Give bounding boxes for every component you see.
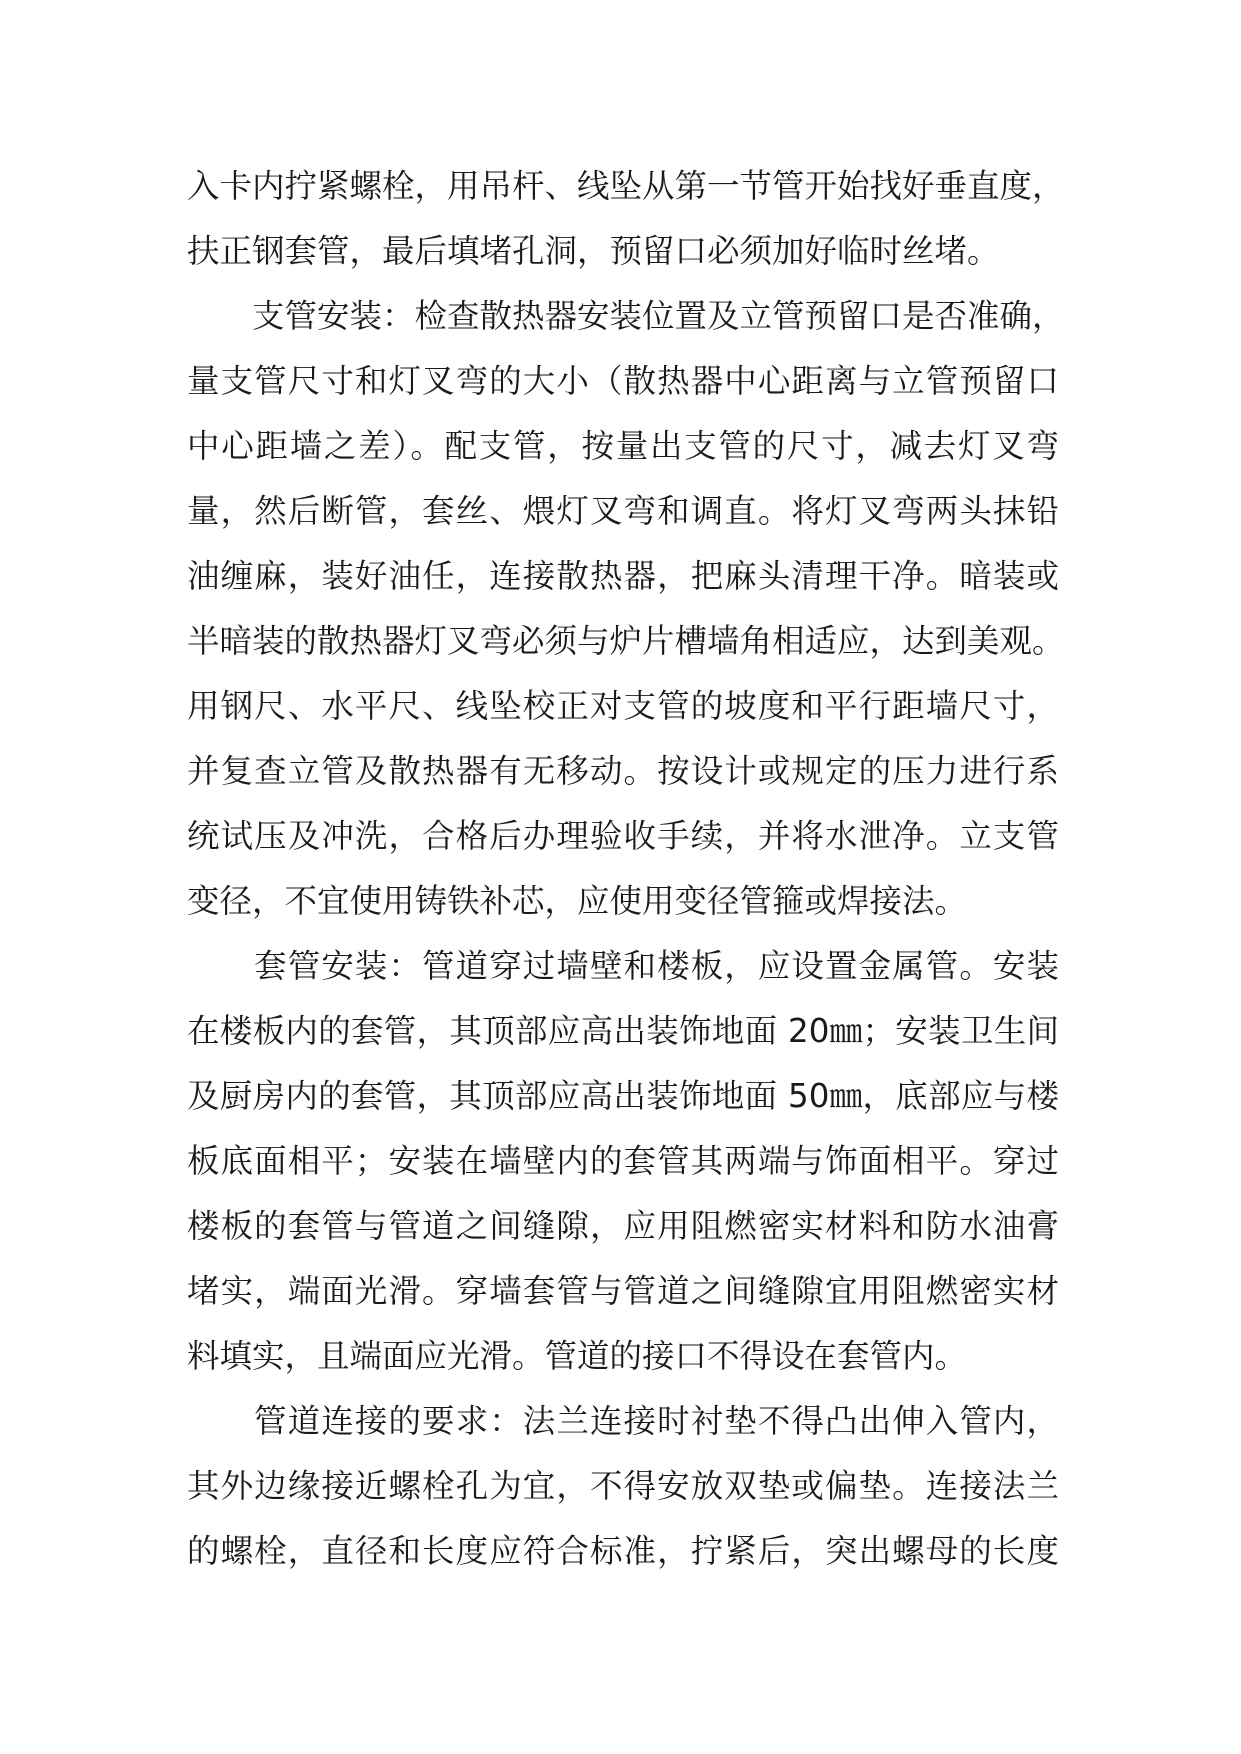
text-line: 管道连接的要求：法兰连接时衬垫不得凸出伸入管内， — [187, 1402, 1059, 1440]
text-line: 在楼板内的套管，其顶部应高出装饰地面 20㎜；安装卫生间 — [187, 1012, 1059, 1050]
text-line: 量，然后断管，套丝、煨灯叉弯和调直。将灯叉弯两头抹铅 — [187, 492, 1059, 530]
text-line: 料填实，且端面应光滑。管道的接口不得设在套管内。 — [187, 1337, 968, 1375]
paragraph-sleeve-installation — [187, 934, 1059, 1389]
text-line: 的螺栓，直径和长度应符合标准，拧紧后，突出螺母的长度 — [187, 1532, 1059, 1570]
text-line: 变径，不宜使用铸铁补芯，应使用变径管箍或焊接法。 — [187, 882, 968, 920]
text-line: 中心距墙之差）。配支管，按量出支管的尺寸，减去灯叉弯 — [187, 427, 1059, 465]
paragraph-branch-pipe-installation — [187, 284, 1065, 934]
text-line: 统试压及冲洗，合格后办理验收手续，并将水泄净。立支管 — [187, 817, 1059, 855]
text-line: 堵实，端面光滑。穿墙套管与管道之间缝隙宜用阻燃密实材 — [187, 1272, 1059, 1310]
paragraph-casing-fixing — [187, 154, 1065, 284]
text-line: 半暗装的散热器灯叉弯必须与炉片槽墙角相适应，达到美观。 — [187, 622, 1065, 660]
text-line: 并复查立管及散热器有无移动。按设计或规定的压力进行系 — [187, 752, 1059, 790]
text-line: 板底面相平；安装在墙壁内的套管其两端与饰面相平。穿过 — [187, 1142, 1059, 1180]
text-line: 量支管尺寸和灯叉弯的大小（散热器中心距离与立管预留口 — [187, 362, 1059, 400]
text-line: 扶正钢套管，最后填堵孔洞，预留口必须加好临时丝堵。 — [187, 232, 1000, 270]
text-line: 用钢尺、水平尺、线坠校正对支管的坡度和平行距墙尺寸， — [187, 687, 1059, 725]
text-line: 楼板的套管与管道之间缝隙，应用阻燃密实材料和防水油膏 — [187, 1207, 1059, 1245]
text-line: 其外边缘接近螺栓孔为宜，不得安放双垫或偏垫。连接法兰 — [187, 1467, 1059, 1505]
body-text — [187, 154, 1065, 1584]
text-line: 及厨房内的套管，其顶部应高出装饰地面 50㎜，底部应与楼 — [187, 1077, 1059, 1115]
text-line: 油缠麻，装好油任，连接散热器，把麻头清理干净。暗装或 — [187, 557, 1059, 595]
paragraph-pipe-connection-requirements — [187, 1389, 1059, 1584]
text-line: 支管安装：检查散热器安装位置及立管预留口是否准确， — [187, 297, 1065, 335]
text-line: 套管安装：管道穿过墙壁和楼板，应设置金属管。安装 — [187, 947, 1059, 985]
text-line: 入卡内拧紧螺栓，用吊杆、线坠从第一节管开始找好垂直度， — [187, 167, 1065, 205]
